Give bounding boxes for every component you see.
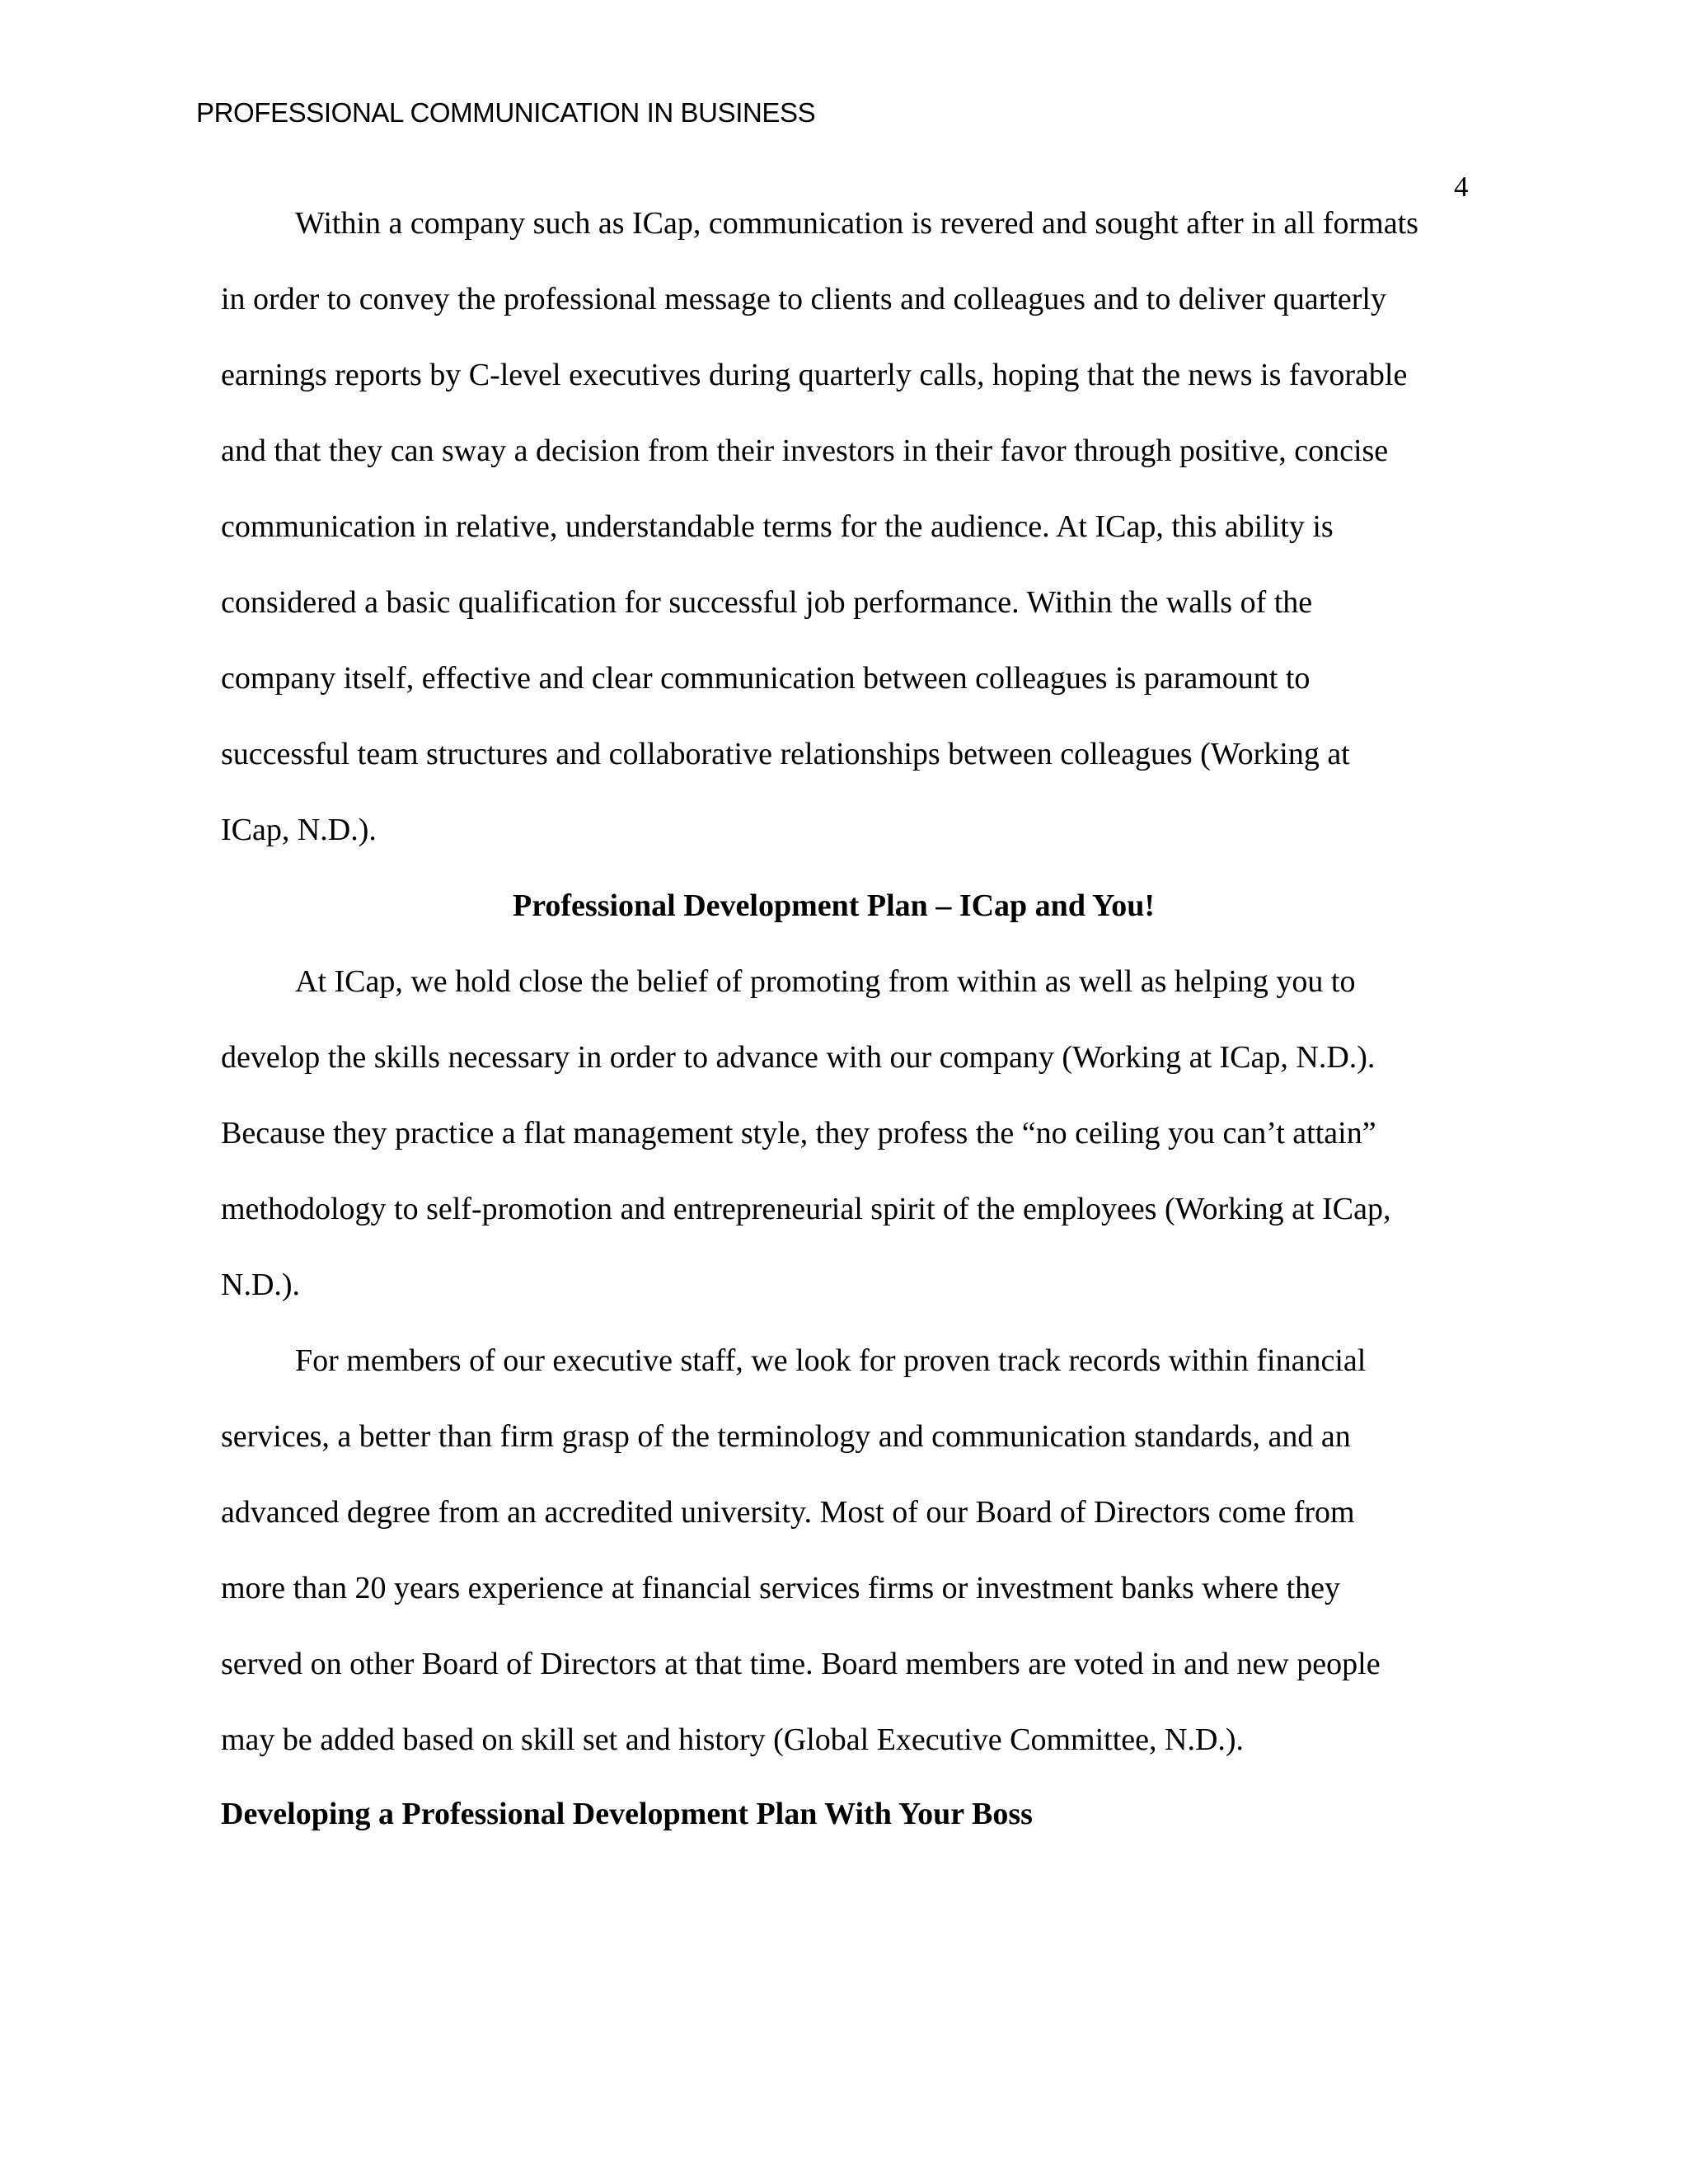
page-number: 4 [1454,171,1469,203]
paragraph-3-line-6: may be added based on skill set and history (Global Executive Committee, N.D.). [221,1722,1245,1757]
paragraph-3-line-1: For members of our executive staff, we look for proven track records within financial [295,1343,1367,1378]
section-heading: Professional Development Plan – ICap and You! [513,888,1156,923]
paragraph-3-line-5: served on other Board of Directors at that time. Board members are voted in and new people [221,1647,1381,1681]
paragraph-1-line-7: company itself, effective and clear communication between colleagues is paramount to [221,661,1311,696]
paragraph-1-line-1: Within a company such as ICap, communication is revered and sought after in all formats [295,206,1418,241]
paragraph-3-line-4: more than 20 years experience at financial services firms or investment banks where they [221,1571,1340,1605]
paragraph-1-line-8: successful team structures and collaborative relationships between colleagues (Working at [221,737,1350,771]
running-head: PROFESSIONAL COMMUNICATION IN BUSINESS [196,97,816,128]
paragraph-1-line-6: considered a basic qualification for successful job performance. Within the walls of the [221,585,1313,620]
subsection-heading: Developing a Professional Development Plan With Your Boss [221,1797,1033,1831]
paragraph-3-line-2: services, a better than firm grasp of the terminology and communication standards, and an [221,1419,1351,1454]
paragraph-2-line-4: methodology to self-promotion and entrepreneurial spirit of the employees (Working at ICap, [221,1192,1391,1226]
paragraph-2-line-1: At ICap, we hold close the belief of promoting from within as well as helping you to [295,964,1356,999]
paragraph-1-line-5: communication in relative, understandable terms for the audience. At ICap, this ability is [221,509,1334,544]
paragraph-1-line-4: and that they can sway a decision from their investors in their favor through positive, concise [221,434,1389,468]
paragraph-3-line-3: advanced degree from an accredited university. Most of our Board of Directors come from [221,1495,1355,1530]
paragraph-2-line-2: develop the skills necessary in order to advance with our company (Working at ICap, N.D.). [221,1040,1376,1075]
paragraph-1-line-3: earnings reports by C-level executives during quarterly calls, hoping that the news is favorable [221,358,1408,392]
paragraph-2-line-5: N.D.). [221,1268,301,1302]
paragraph-2-line-3: Because they practice a flat management style, they profess the “no ceiling you can’t attain” [221,1116,1376,1151]
paragraph-1-line-2: in order to convey the professional message to clients and colleagues and to deliver quarterly [221,282,1386,316]
paragraph-1-line-9: ICap, N.D.). [221,813,377,847]
